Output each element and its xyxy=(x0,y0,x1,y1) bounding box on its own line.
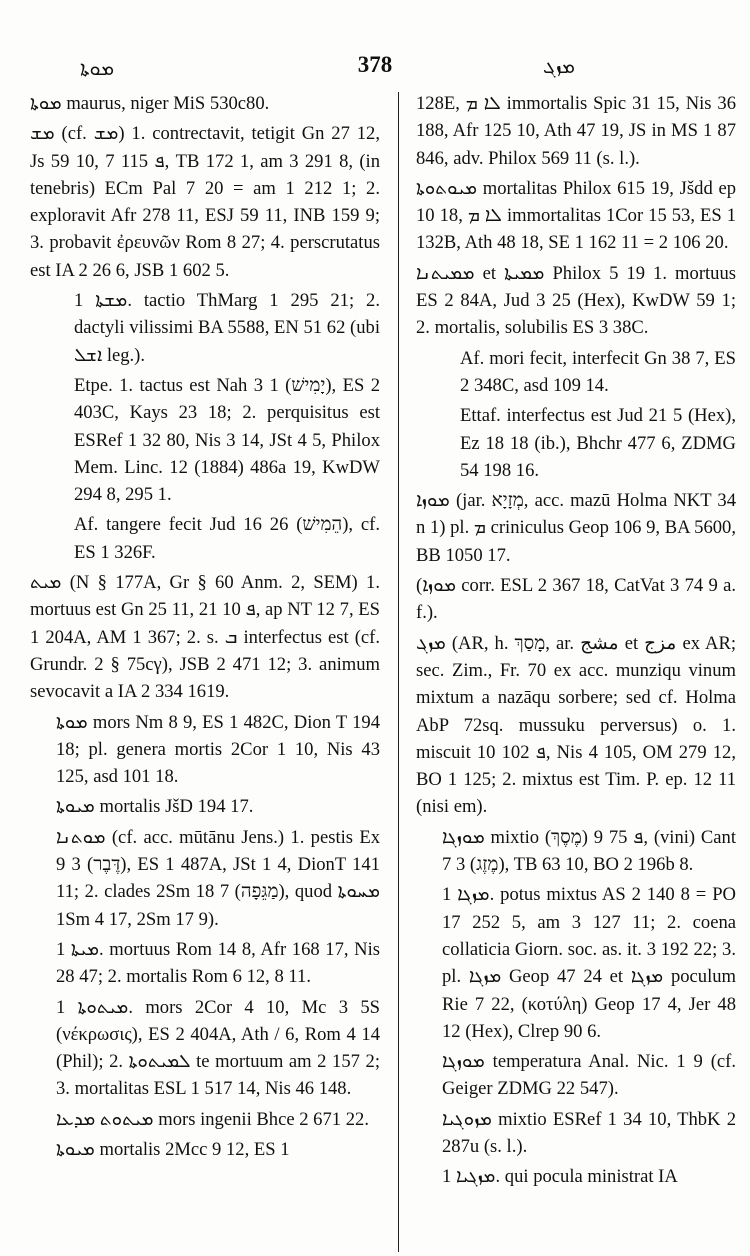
right-column xyxy=(416,90,736,1194)
dictionary-entry: ܡܙܘܓܝܐ mixtio ESRef 1 34 10, ThbK 2 287u (s. l.). xyxy=(442,1108,736,1157)
dictionary-entry: ܡܙܓܐ 1. potus mixtus AS 2 140 8 = PO 17 252 5, am 3 127 11; 2. coena collaticia Giorn. soc. as. it. 3 192 22; 3. pl. ܡܙܓܐ Geop 47 24 et ܡܙܓܐ poculum Rie 7 22, (κοτύλη) Geop 17 4, Jer 48 12 (Hex), Clrep 90 6. xyxy=(442,884,737,1042)
dictionary-entry: ܡܝܘܬܐ mortalis JšD 194 17. xyxy=(56,796,254,818)
dictionary-entry: ܡܘܙܓܐ mixtio ܦ 75 9 (מֶסֶךְ), (vini) Cant 7 3 (מֶזֶג), TB 63 10, BO 2 196b 8. xyxy=(442,826,737,876)
dictionary-entry: ܡܘܬܢܐ (cf. acc. mūtānu Jens.) 1. pestis Ex 9 3 (דֶּבֶר), ES 1 487A, JSt 1 4, DionT 141 11; 2. clades 2Sm 18 7 (מַגֵּפָה), quod ܡܚܘܬܐ 1Sm 4 17, 2Sm 17 9). xyxy=(56,826,381,930)
dictionary-entry: ܡܙܓܝܐ 1. qui pocula ministrat IA xyxy=(442,1166,678,1188)
column-divider xyxy=(398,92,399,1252)
dictionary-entry: ܡܝܬܘܬ ܡܕܥܐ mors ingenii Bhce 2 671 22. xyxy=(56,1108,369,1130)
dictionary-entry: ܡܡܝܬܢܐ et ܡܡܝܬܐ Philox 5 19 1. mortuus ES 2 84A, Jud 3 25 (Hex), KwDW 59 1; 2. mortalis, solubilis ES 3 38C. xyxy=(416,262,737,339)
dictionary-entry: ܡܝܬܘܬܐ 1. mors 2Cor 4 10, Mc 3 5S (νέκρωσις), ES 2 404A, Ath / 6, Rom 4 14 (Phil); 2. ܠܡܝܬܘܬܐ te mortuum am 2 157 2; 3. mortalitas ESL 1 517 14, Nis 46 148. xyxy=(56,996,380,1100)
dictionary-entry: ܡܙܓ (AR, h. מָסַךְ, ar. مشج et مزج ex AR; sec. Zim., Fr. 70 ex acc. munziqu vinum mixtum a nazāqu sorbere; sed cf. Holma AbP 72sq. mussuku perversus) o. 1. miscuit ܦ 102 10, Nis 4 105, OM 279 12, BO 1 125; 2. mixtus est Tim. P. ep. 12 11 (nisi em). xyxy=(416,632,737,818)
page-header xyxy=(0,0,750,90)
page-number: 378 xyxy=(357,52,393,77)
dictionary-entry: ܡܝܘܬܐ mortalis 2Mcc 9 12, ES 1 xyxy=(56,1138,290,1160)
dictionary-entry: ܡܫ (cf. ܡܫ) 1. contrectavit, tetigit Gn 27 12, Js 59 10, ܦ 115 7, TB 172 1, am 3 291 8, (in tenebris) ECm Pal 7 20 = am 1 212 1; 2. exploravit Afr 278 11, ESJ 59 11, INB 159 9; 3. probavit ἐρευνῶν Rom 8 27; 4. perscrutatus est IA 2 26 6, JSB 1 602 5. xyxy=(30,123,380,281)
header-right-catchword: ܡܙܓ xyxy=(542,54,575,78)
dictionary-entry: Af. mori fecit, interfecit Gn 38 7, ES 2 348C, asd 109 14. xyxy=(460,347,736,396)
left-column xyxy=(30,90,380,1166)
dictionary-entry: Etpe. 1. tactus est Nah 3 1 (יָמִישׁ), ES 2 403C, Kays 23 18; 2. perquisitus est ESRef 1 32 80, Nis 3 14, JSt 4 5, Philox Mem. Linc. 12 (1884) 486a 19, KwDW 294 8, 295 1. xyxy=(74,374,380,506)
dictionary-entry: ܡܫܬܐ 1. tactio ThMarg 1 295 21; 2. dactyli vilissimi BA 5588, EN 51 62 (ubi ܐܫܠ leg.). xyxy=(74,290,380,366)
dictionary-entry: ܡܘܬܐ maurus, niger MiS 530c80. xyxy=(30,93,270,114)
dictionary-entry: Ettaf. interfectus est Jud 21 5 (Hex), Ez 18 18 (ib.), Bhchr 477 6, ZDMG 54 198 16. xyxy=(460,405,736,481)
dictionary-entry: ܡܘܙܐ (jar. מְזָיָא, acc. mazū Holma NKT 34 n 1) pl. ܡ criniculus Geop 106 9, BA 5600, BB 1050 17. xyxy=(416,490,736,566)
dictionary-entry: 128E, ܠܐ ܡ immortalis Spic 31 15, Nis 36 188, Afr 125 10, Ath 47 19, JS in MS 1 87 846, adv. Philox 569 11 (s. l.). xyxy=(416,93,737,169)
dictionary-entry: Af. tangere fecit Jud 16 26 (הֵמִישׁ), cf. ES 1 326F. xyxy=(74,514,380,563)
dictionary-entry: ܡܘܬܐ mors Nm 8 9, ES 1 482C, Dion T 194 18; pl. genera mortis 2Cor 1 10, Nis 43 125, asd 101 18. xyxy=(56,711,380,788)
header-left-catchword: ܡܘܬܐ xyxy=(80,56,115,80)
dictionary-entry: (ܡܘܙܐ corr. ESL 2 367 18, CatVat 3 74 9 a. f.). xyxy=(416,575,736,624)
dictionary-entry: ܡܝܬܐ 1. mortuus Rom 14 8, Afr 168 17, Nis 28 47; 2. mortalis Rom 6 12, 8 11. xyxy=(56,938,380,988)
dictionary-entry: ܡܝܬ (N § 177A, Gr § 60 Anm. 2, SEM) 1. mortuus est Gn 25 11, ܦ 10 21, ap NT 12 7, ES 1 204A, AM 1 367; 2. s. ܒ interfectus est (cf. Grundr. 2 § 75cγ), JSB 2 471 12; 3. animum sevocavit a IA 2 334 1619. xyxy=(30,572,381,703)
dictionary-entry: ܡܘܙܓܐ temperatura Anal. Nic. 1 9 (cf. Geiger ZDMG 22 547). xyxy=(442,1051,736,1100)
dictionary-entry: ܡܝܘܬܘܬܐ mortalitas Philox 615 19, Jšdd ep 10 18, ܠܐ ܡ immortalitas 1Cor 15 53, ES 1 132B, Ath 48 18, SE 1 162 11 = 2 106 20. xyxy=(416,177,736,254)
